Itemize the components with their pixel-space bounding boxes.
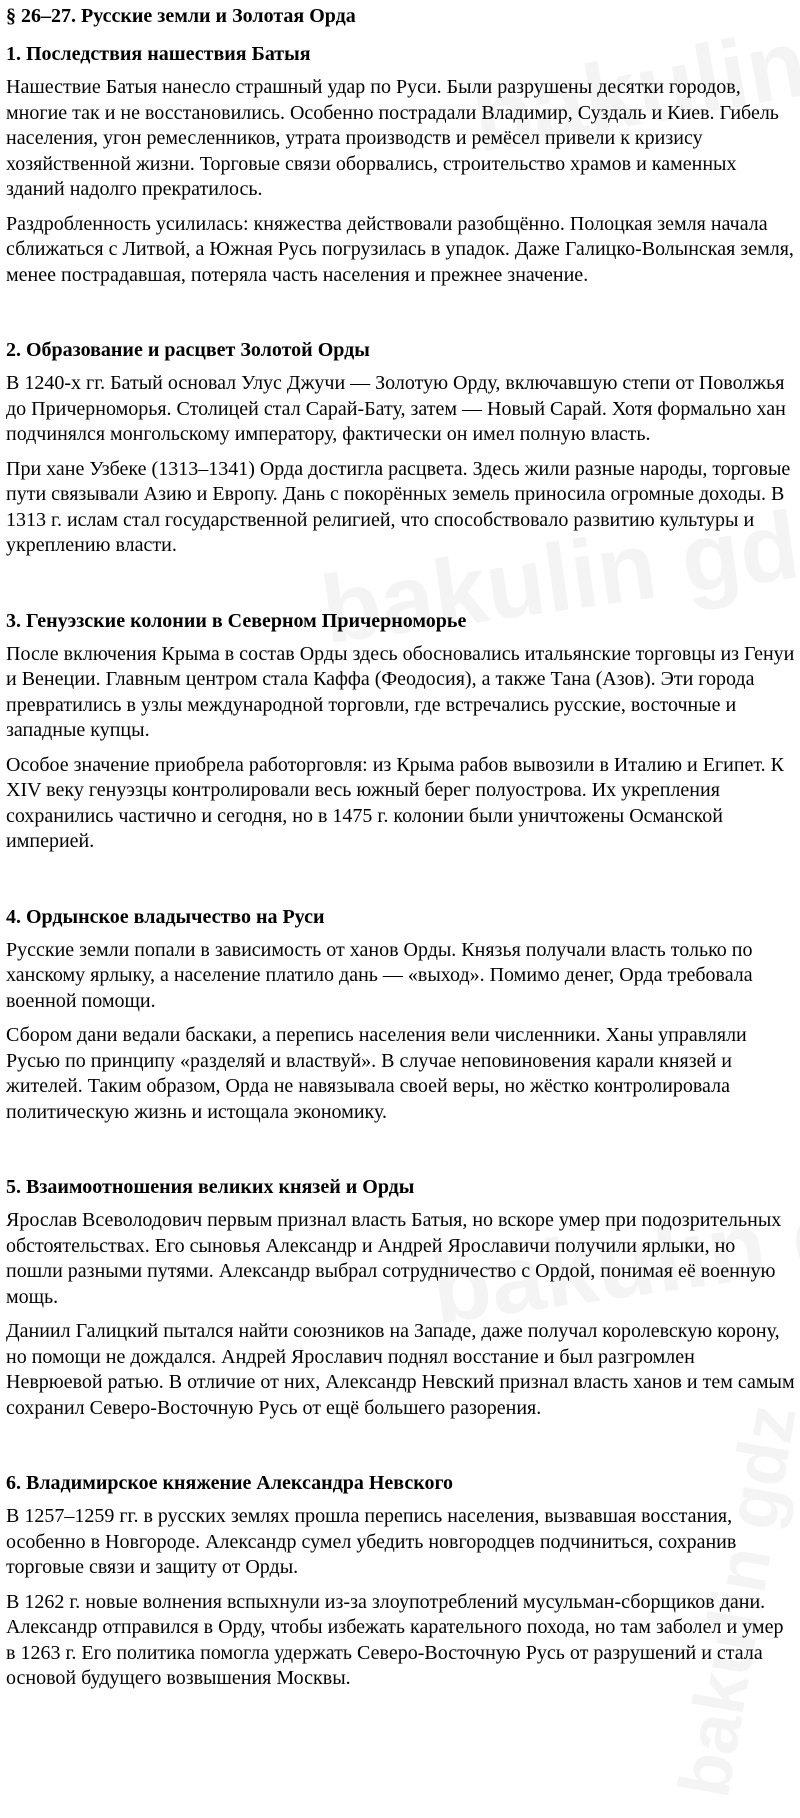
- section-princes-and-horde: [6, 1175, 800, 1421]
- paragraph: Раздробленность усилилась: княжества действовали разобщённо. Полоцкая земля начала сближаться с Литвой, а Южная Русь погрузилась в упадок. Даже Галицко-Волынская земля, менее пострадавшая, потеряла часть населения и прежнее значение.: [6, 212, 794, 286]
- paragraph: Нашествие Батыя нанесло страшный удар по Руси. Были разрушены десятки городов, многие так и не восстановились. Особенно пострадали Владимир, Суздаль и Киев. Гибель населения, угон ремесленников, утрата производств и ремёсел привели к кризису хозяйственной жизни. Торговые связи оборвались, строительство храмов и каменных зданий надолго прекратилось.: [6, 76, 779, 200]
- section-horde-rule: [6, 905, 800, 1126]
- section-heading: 5. Взаимоотношения великих князей и Орды: [6, 1176, 415, 1198]
- paragraph: В 1240-х гг. Батый основал Улус Джучи — Золотую Орду, включавшую степи от Поволжья до Причерноморья. Столицей стал Сарай-Бату, затем — Новый Сарай. Хотя формально хан подчинялся монгольскому императору, фактически он имел полную власть.: [6, 372, 786, 445]
- paragraph: После включения Крыма в состав Орды здесь обосновались итальянские торговцы из Генуи и Венеции. Главным центром стала Каффа (Феодосия), а также Тана (Азов). Эти города превратились в узлы международной торговли, где встречались русские, восточные и западные купцы.: [6, 642, 795, 741]
- paragraph: Особое значение приобрела работорговля: из Крыма рабов вывозили в Италию и Египет. К XIV веку генуэзцы контролировали весь южный берег полуострова. Их укрепления сохранились частично и сегодня, но в 1475 г. колонии были уничтожены Османской империей.: [6, 753, 784, 852]
- paragraph: Сбором дани ведали баскаки, а перепись населения вели численники. Ханы управляли Русью по принципу «разделяй и властвуй». В случае неповиновения карали князей и жителей. Таким образом, Орда не навязывала своей веры, но жёстко контролировала политическую жизнь и истощала экономику.: [6, 1024, 747, 1123]
- paragraph: При хане Узбеке (1313–1341) Орда достигла расцвета. Здесь жили разные народы, торговые пути связывали Азию и Европу. Дань с покорённых земель приносила огромные доходы. В 1313 г. ислам стал государственной религией, что способствовало развитию культуры и укреплению власти.: [6, 457, 791, 556]
- paragraph: Русские земли попали в зависимость от ханов Орды. Князья получали власть только по ханскому ярлыку, а население платило дань — «выход». Помимо денег, Орда требовала военной помощи.: [6, 938, 753, 1012]
- section-heading: 2. Образование и расцвет Золотой Орды: [6, 339, 370, 361]
- paragraph: В 1257–1259 гг. в русских землях прошла перепись населения, вызвавшая восстания, особенно в Новгороде. Александр сумел убедить новгородцев подчиниться, сохранив торговые связи и защиту от Орды.: [6, 1505, 737, 1578]
- section-nevsky-reign: [6, 1471, 800, 1692]
- section-heading: 4. Ордынское владычество на Руси: [6, 905, 325, 928]
- paragraph: В 1262 г. новые волнения вспыхнули из-за злоупотреблений мусульман-сборщиков дани. Александр отправился в Орду, чтобы избежать карательного похода, но там заболел и умер в 1263 г. Его политика помогла удержать Северо-Восточную Русь от разрушений и стала основой будущего возвышения Москвы.: [6, 1590, 784, 1689]
- section-heading: 3. Генуэзские колонии в Северном Причерноморье: [6, 609, 467, 632]
- paragraph: Даниил Галицкий пытался найти союзников на Западе, даже получал королевскую корону, но помощи не дождался. Андрей Ярославич поднял восстание и был разгромлен Неврюевой ратью. В отличие от них, Александр Невский признал власть ханов и тем самым сохранил Северо-Восточную Русь от ещё большего разорения.: [6, 1320, 795, 1419]
- page-title: § 26–27. Русские земли и Золотая Орда: [6, 5, 356, 27]
- section-golden-horde: [6, 338, 800, 559]
- section-consequences: [6, 42, 800, 288]
- section-genoese-colonies: [6, 609, 800, 855]
- paragraph: Ярослав Всеволодович первым признал власть Батыя, но вскоре умер при подозрительных обстоятельствах. Его сыновья Александр и Андрей Ярославичи получили ярлыки, но пошли разными путями. Александр выбрал сотрудничество с Ордой, понимая её военную мощь.: [6, 1209, 782, 1308]
- section-heading: 6. Владимирское княжение Александра Невского: [6, 1472, 454, 1494]
- section-heading: 1. Последствия нашествия Батыя: [6, 43, 311, 65]
